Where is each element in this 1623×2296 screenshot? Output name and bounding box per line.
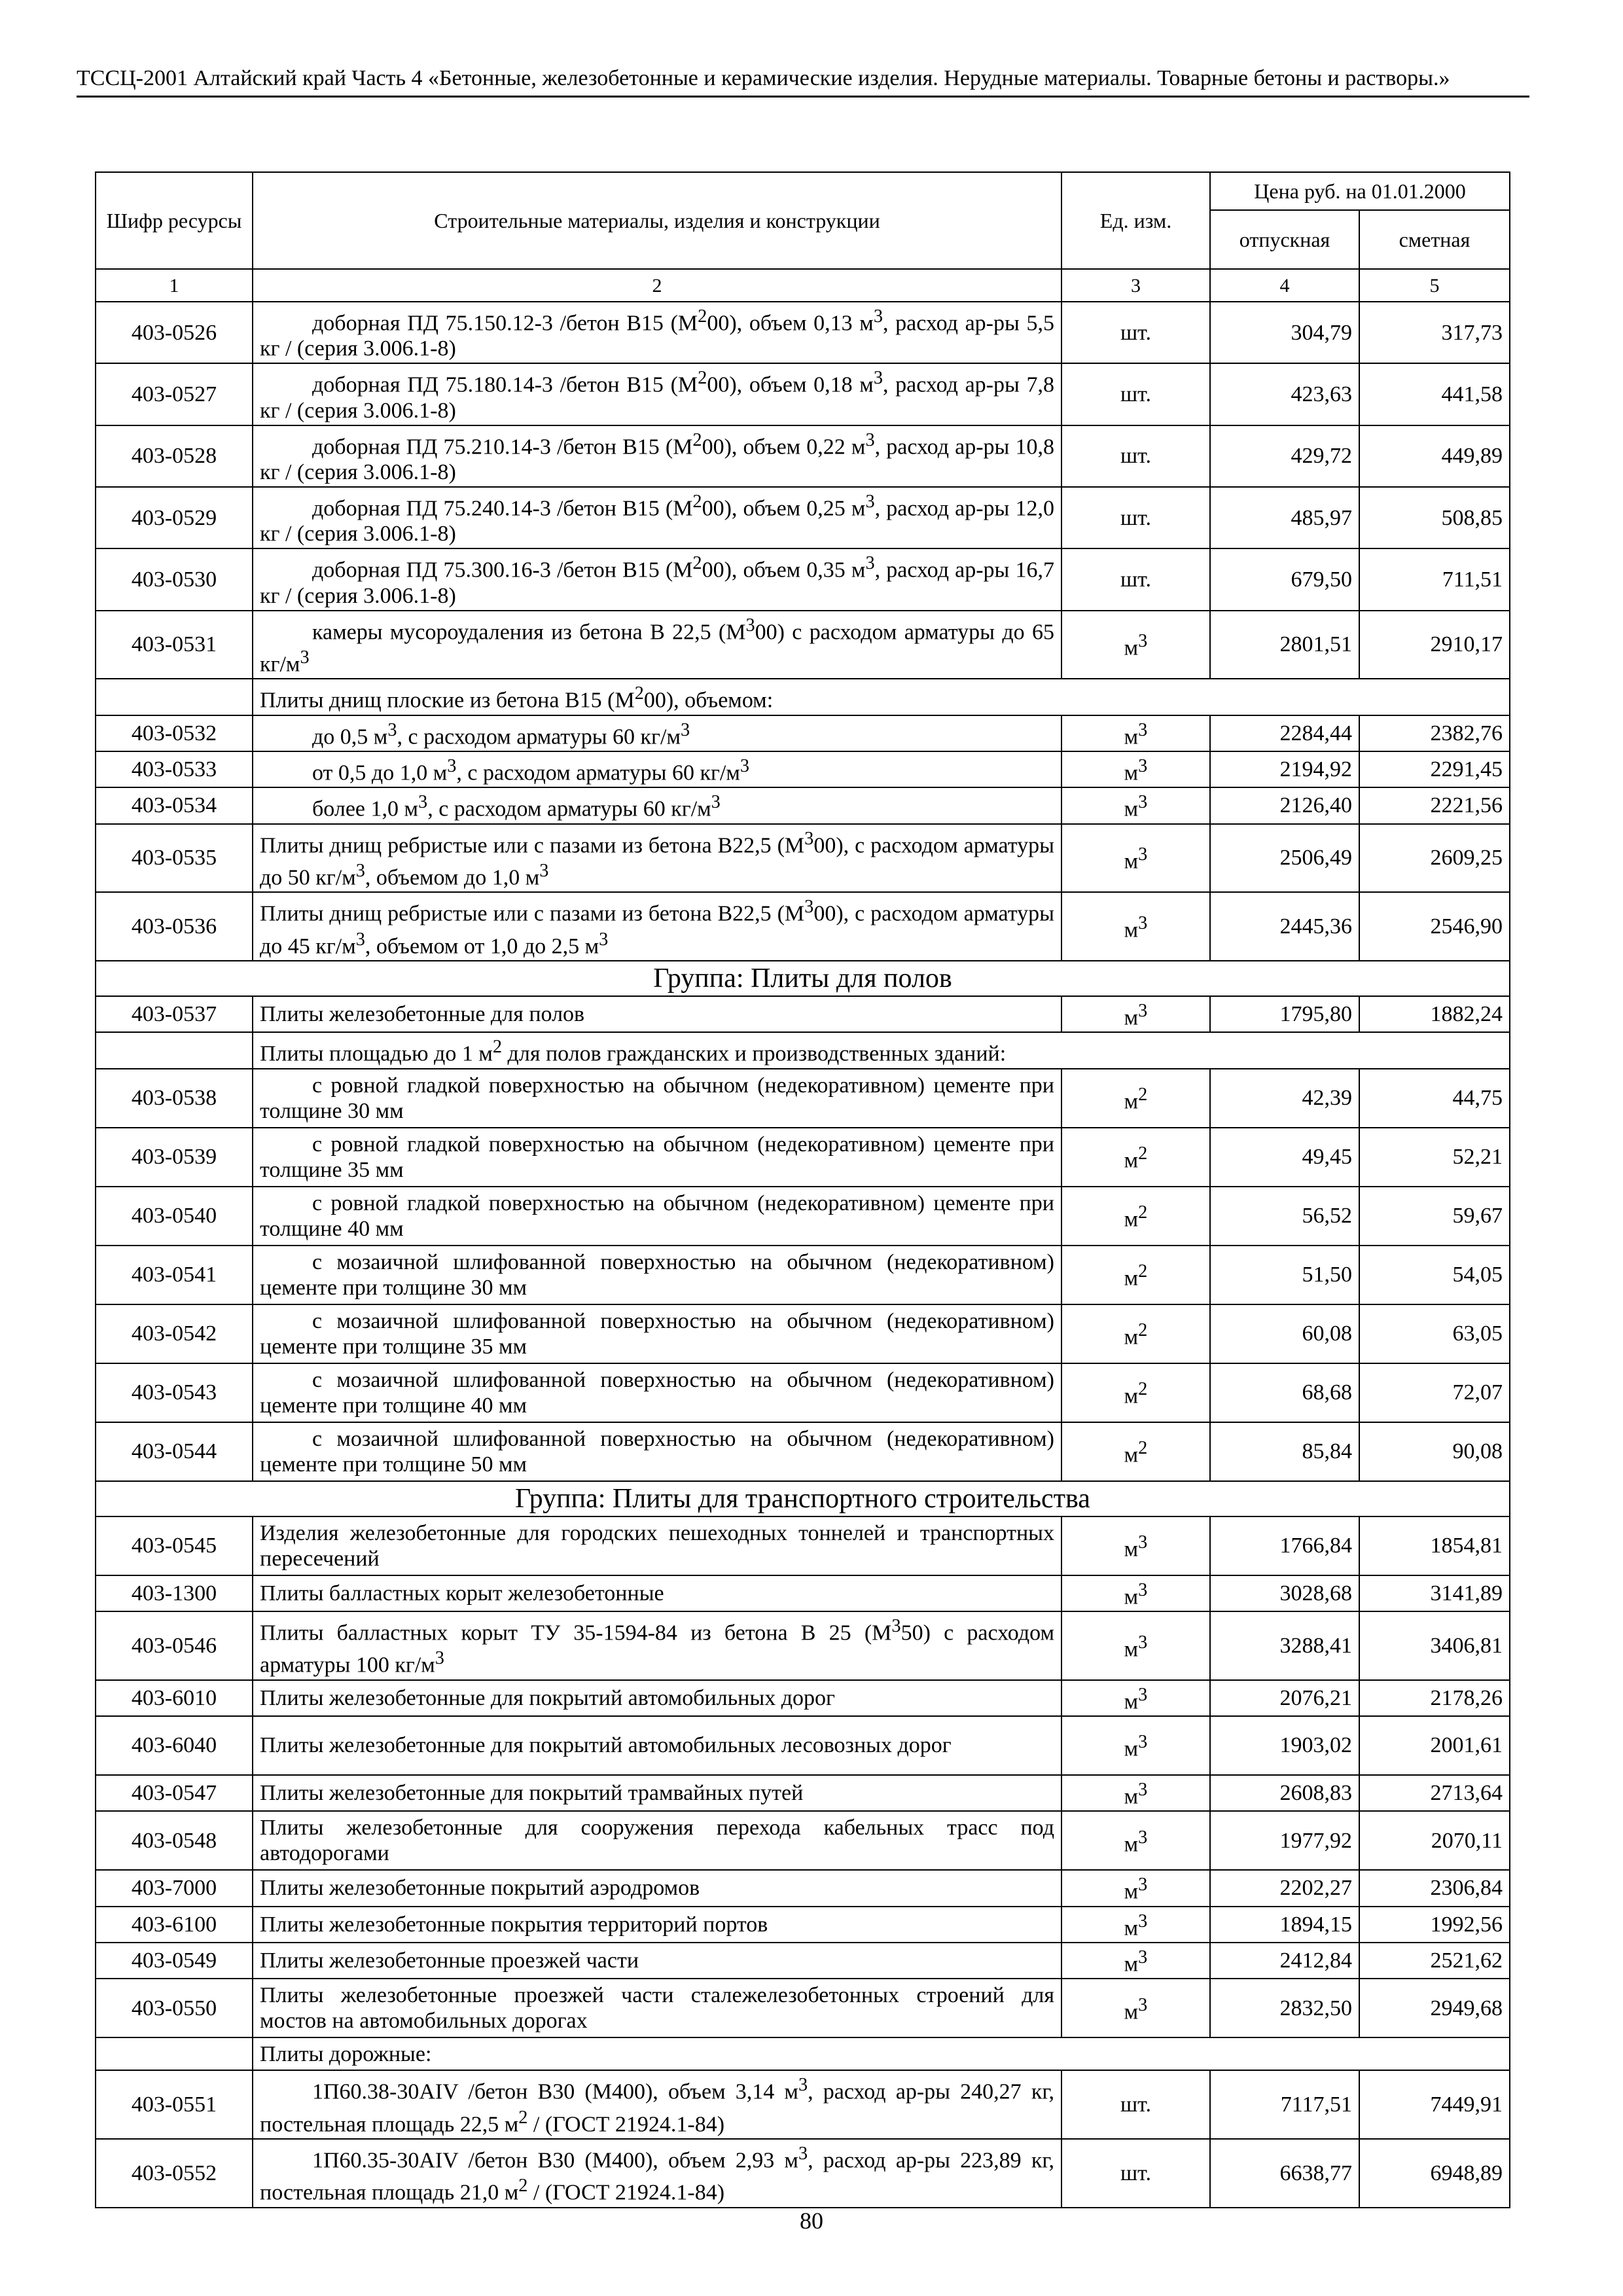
resource-code: 403-0550 [96, 1979, 253, 2037]
unit-cell: шт. [1061, 363, 1210, 425]
subheading-text: Плиты дорожные: [253, 2037, 1510, 2070]
resource-code: 403-0528 [96, 425, 253, 487]
estimate-price: 2713,64 [1359, 1775, 1510, 1811]
material-description: доборная ПД 75.150.12-3 /бетон В15 $(М^200)$, объем 0,13 $м^3$, расход ар-ры 5,5 кг / (серия 3.006.1-8) [253, 302, 1061, 363]
subheading-text: Плиты днищ плоские из бетона В15 $(М^200)$, объемом: [253, 679, 1510, 715]
resource-code: 403-0551 [96, 2070, 253, 2139]
document-header: ТССЦ-2001 Алтайский край Часть 4 «Бетонные, железобетонные и керамические изделия. Нерудные материалы. Товарные бетоны и растворы.» [77, 65, 1529, 98]
table-row [96, 1246, 1510, 1304]
resource-code: 403-0539 [96, 1128, 253, 1187]
release-price: 304,79 [1210, 302, 1359, 363]
release-price: 485,97 [1210, 487, 1359, 548]
release-price: 2202,27 [1210, 1870, 1359, 1906]
material-description: Плиты железобетонные покрытия территорий портов [253, 1907, 1061, 1943]
release-price: 49,45 [1210, 1128, 1359, 1187]
resource-code: 403-0541 [96, 1246, 253, 1304]
table-row [96, 892, 1510, 961]
subheading-text: Плиты площадью до 1 $м^2$ для полов гражданских и производственных зданий: [253, 1032, 1510, 1068]
release-price: 68,68 [1210, 1363, 1359, 1422]
material-description: Плиты железобетонные для сооружения перехода кабельных трасс под автодорогами [253, 1811, 1061, 1870]
material-description: доборная ПД 75.210.14-3 /бетон В15 $(М^200)$, объем 0,22 $м^3$, расход ар-ры 10,8 кг / (серия 3.006.1-8) [253, 425, 1061, 487]
unit-cell: $м^2$ [1061, 1128, 1210, 1187]
resource-code: 403-6010 [96, 1680, 253, 1716]
release-price: 60,08 [1210, 1304, 1359, 1363]
table-row [96, 2070, 1510, 2139]
material-description: доборная ПД 75.300.16-3 /бетон В15 $(М^200)$, объем 0,35 $м^3$, расход ар-ры 16,7 кг / (серия 3.006.1-8) [253, 548, 1061, 610]
col-header-name: Строительные материалы, изделия и конструкции [253, 172, 1061, 269]
table-row [96, 1716, 1510, 1775]
estimate-price: 59,67 [1359, 1187, 1510, 1246]
unit-cell: $м^3$ [1061, 611, 1210, 679]
estimate-price: 1882,24 [1359, 996, 1510, 1032]
estimate-price: 52,21 [1359, 1128, 1510, 1187]
col-number: 4 [1210, 269, 1359, 302]
release-price: 1977,92 [1210, 1811, 1359, 1870]
material-description: более 1,0 $м^3$, с расходом арматуры 60 $кг/м^3$ [253, 787, 1061, 823]
release-price: 3028,68 [1210, 1575, 1359, 1611]
unit-cell: $м^2$ [1061, 1363, 1210, 1422]
col-header-unit: Ед. изм. [1061, 172, 1210, 269]
empty-cell [96, 2037, 253, 2070]
resource-code: 403-0548 [96, 1811, 253, 1870]
resource-code: 403-0534 [96, 787, 253, 823]
resource-code: 403-0544 [96, 1422, 253, 1481]
estimate-price: 2609,25 [1359, 824, 1510, 893]
col-number: 1 [96, 269, 253, 302]
release-price: 2412,84 [1210, 1943, 1359, 1979]
resource-code: 403-0543 [96, 1363, 253, 1422]
table-row [96, 1811, 1510, 1870]
resource-code: 403-0542 [96, 1304, 253, 1363]
table-row [96, 1907, 1510, 1943]
table-row [96, 363, 1510, 425]
material-description: Плиты железобетонные для покрытий автомобильных лесовозных дорог [253, 1716, 1061, 1775]
table-row [96, 425, 1510, 487]
material-description: Плиты балластных корыт железобетонные [253, 1575, 1061, 1611]
table-row [96, 1979, 1510, 2037]
material-description: с ровной гладкой поверхностью на обычном (недекоративном) цементе при толщине 30 мм [253, 1069, 1061, 1128]
resource-code: 403-0532 [96, 715, 253, 751]
resource-code: 403-0529 [96, 487, 253, 548]
unit-cell: $м^2$ [1061, 1246, 1210, 1304]
group-row [96, 1481, 1510, 1516]
resource-code: 403-0535 [96, 824, 253, 893]
release-price: 679,50 [1210, 548, 1359, 610]
resource-code: 403-0537 [96, 996, 253, 1032]
material-description: с ровной гладкой поверхностью на обычном (недекоративном) цементе при толщине 35 мм [253, 1128, 1061, 1187]
unit-cell: $м^3$ [1061, 1611, 1210, 1680]
material-description: Плиты железобетонные покрытий аэродромов [253, 1870, 1061, 1906]
unit-cell: шт. [1061, 302, 1210, 363]
estimate-price: 2291,45 [1359, 751, 1510, 787]
estimate-price: 90,08 [1359, 1422, 1510, 1481]
unit-cell: $м^3$ [1061, 1575, 1210, 1611]
resource-code: 403-0549 [96, 1943, 253, 1979]
resource-code: 403-0546 [96, 1611, 253, 1680]
unit-cell: $м^3$ [1061, 1680, 1210, 1716]
unit-cell: $м^3$ [1061, 1516, 1210, 1575]
table-row [96, 1611, 1510, 1680]
estimate-price: 711,51 [1359, 548, 1510, 610]
resource-code: 403-0527 [96, 363, 253, 425]
unit-cell: $м^3$ [1061, 996, 1210, 1032]
table-row [96, 1680, 1510, 1716]
material-description: Плиты днищ ребристые или с пазами из бетона В22,5 $(М^300)$, с расходом арматуры до 45 $кг/м^3$, объемом от 1,0 до 2,5 $м^3$ [253, 892, 1061, 961]
release-price: 6638,77 [1210, 2139, 1359, 2208]
resource-code: 403-0533 [96, 751, 253, 787]
resource-code: 403-0526 [96, 302, 253, 363]
empty-cell [96, 1032, 253, 1068]
material-description: Плиты железобетонные для покрытий трамвайных путей [253, 1775, 1061, 1811]
material-description: с ровной гладкой поверхностью на обычном (недекоративном) цементе при толщине 40 мм [253, 1187, 1061, 1246]
estimate-price: 441,58 [1359, 363, 1510, 425]
unit-cell: $м^3$ [1061, 1870, 1210, 1906]
material-description: Плиты железобетонные для полов [253, 996, 1061, 1032]
table-row [96, 824, 1510, 893]
release-price: 2506,49 [1210, 824, 1359, 893]
table-row [96, 548, 1510, 610]
material-description: с мозаичной шлифованной поверхностью на обычном (недекоративном) цементе при толщине 40 мм [253, 1363, 1061, 1422]
unit-cell: шт. [1061, 2070, 1210, 2139]
col-header-estimate: сметная [1359, 210, 1510, 269]
table-row [96, 1575, 1510, 1611]
release-price: 51,50 [1210, 1246, 1359, 1304]
unit-cell: $м^3$ [1061, 1979, 1210, 2037]
unit-cell: $м^3$ [1061, 892, 1210, 961]
col-number: 3 [1061, 269, 1210, 302]
release-price: 3288,41 [1210, 1611, 1359, 1680]
estimate-price: 1854,81 [1359, 1516, 1510, 1575]
unit-cell: шт. [1061, 487, 1210, 548]
unit-cell: $м^2$ [1061, 1069, 1210, 1128]
release-price: 2194,92 [1210, 751, 1359, 787]
table-row [96, 1304, 1510, 1363]
estimate-price: 508,85 [1359, 487, 1510, 548]
estimate-price: 3141,89 [1359, 1575, 1510, 1611]
table-row [96, 1943, 1510, 1979]
material-description: Плиты железобетонные проезжей части [253, 1943, 1061, 1979]
unit-cell: $м^3$ [1061, 1811, 1210, 1870]
table-row [96, 1128, 1510, 1187]
resource-code: 403-0540 [96, 1187, 253, 1246]
resource-code: 403-0547 [96, 1775, 253, 1811]
estimate-price: 2070,11 [1359, 1811, 1510, 1870]
unit-cell: шт. [1061, 2139, 1210, 2208]
release-price: 56,52 [1210, 1187, 1359, 1246]
unit-cell: $м^3$ [1061, 1716, 1210, 1775]
table-row [96, 487, 1510, 548]
table-row [96, 1422, 1510, 1481]
resource-code: 403-0538 [96, 1069, 253, 1128]
table-row [96, 996, 1510, 1032]
release-price: 7117,51 [1210, 2070, 1359, 2139]
release-price: 2445,36 [1210, 892, 1359, 961]
resource-code: 403-0536 [96, 892, 253, 961]
release-price: 1795,80 [1210, 996, 1359, 1032]
estimate-price: 7449,91 [1359, 2070, 1510, 2139]
material-description: Плиты балластных корыт ТУ 35-1594-84 из бетона В 25 $(М^350)$ с расходом арматуры 100 $кг/м^3$ [253, 1611, 1061, 1680]
material-description: до 0,5 $м^3$, с расходом арматуры 60 $кг/м^3$ [253, 715, 1061, 751]
material-description: Плиты железобетонные проезжей части сталежелезобетонных строений для мостов на автомобильных дорогах [253, 1979, 1061, 2037]
material-description: с мозаичной шлифованной поверхностью на обычном (недекоративном) цементе при толщине 50 мм [253, 1422, 1061, 1481]
price-table [95, 171, 1510, 2208]
table-row [96, 1870, 1510, 1906]
release-price: 2076,21 [1210, 1680, 1359, 1716]
estimate-price: 63,05 [1359, 1304, 1510, 1363]
estimate-price: 3406,81 [1359, 1611, 1510, 1680]
unit-cell: $м^3$ [1061, 787, 1210, 823]
unit-cell: $м^3$ [1061, 1775, 1210, 1811]
estimate-price: 54,05 [1359, 1246, 1510, 1304]
empty-cell [96, 679, 253, 715]
col-header-price: Цена руб. на 01.01.2000 [1210, 172, 1510, 210]
table-row [96, 751, 1510, 787]
release-price: 423,63 [1210, 363, 1359, 425]
unit-cell: $м^3$ [1061, 824, 1210, 893]
estimate-price: 1992,56 [1359, 1907, 1510, 1943]
table-row [96, 302, 1510, 363]
estimate-price: 2546,90 [1359, 892, 1510, 961]
estimate-price: 2382,76 [1359, 715, 1510, 751]
col-header-release: отпускная [1210, 210, 1359, 269]
material-description: от 0,5 до 1,0 $м^3$, с расходом арматуры 60 $кг/м^3$ [253, 751, 1061, 787]
estimate-price: 317,73 [1359, 302, 1510, 363]
unit-cell: $м^3$ [1061, 751, 1210, 787]
release-price: 1766,84 [1210, 1516, 1359, 1575]
col-number: 2 [253, 269, 1061, 302]
table-row [96, 1775, 1510, 1811]
estimate-price: 2949,68 [1359, 1979, 1510, 2037]
estimate-price: 2306,84 [1359, 1870, 1510, 1906]
material-description: 1П60.35-30АIV /бетон В30 (М400), объем 2,93 $м^3$, расход ар-ры 223,89 кг, постельная площадь 21,0 $м^2$ / (ГОСТ 21924.1-84) [253, 2139, 1061, 2208]
estimate-price: 2521,62 [1359, 1943, 1510, 1979]
estimate-price: 449,89 [1359, 425, 1510, 487]
unit-cell: $м^3$ [1061, 1907, 1210, 1943]
release-price: 2284,44 [1210, 715, 1359, 751]
estimate-price: 2001,61 [1359, 1716, 1510, 1775]
material-description: с мозаичной шлифованной поверхностью на обычном (недекоративном) цементе при толщине 35 мм [253, 1304, 1061, 1363]
estimate-price: 2910,17 [1359, 611, 1510, 679]
subheading-row [96, 1032, 1510, 1068]
table-row [96, 787, 1510, 823]
group-title: Группа: Плиты для полов [96, 961, 1510, 996]
release-price: 429,72 [1210, 425, 1359, 487]
resource-code: 403-6040 [96, 1716, 253, 1775]
subheading-row [96, 679, 1510, 715]
estimate-price: 6948,89 [1359, 2139, 1510, 2208]
table-row [96, 611, 1510, 679]
page-number: 80 [800, 2208, 823, 2234]
resource-code: 403-6100 [96, 1907, 253, 1943]
estimate-price: 2221,56 [1359, 787, 1510, 823]
unit-cell: $м^2$ [1061, 1304, 1210, 1363]
release-price: 85,84 [1210, 1422, 1359, 1481]
resource-code: 403-0552 [96, 2139, 253, 2208]
material-description: Плиты днищ ребристые или с пазами из бетона В22,5 $(М^300)$, с расходом арматуры до 50 $кг/м^3$, объемом до 1,0 $м^3$ [253, 824, 1061, 893]
subheading-row [96, 2037, 1510, 2070]
estimate-price: 2178,26 [1359, 1680, 1510, 1716]
release-price: 1903,02 [1210, 1716, 1359, 1775]
release-price: 2832,50 [1210, 1979, 1359, 2037]
material-description: Плиты железобетонные для покрытий автомобильных дорог [253, 1680, 1061, 1716]
release-price: 42,39 [1210, 1069, 1359, 1128]
material-description: 1П60.38-30АIV /бетон В30 (М400), объем 3,14 $м^3$, расход ар-ры 240,27 кг, постельная площадь 22,5 $м^2$ / (ГОСТ 21924.1-84) [253, 2070, 1061, 2139]
resource-code: 403-0531 [96, 611, 253, 679]
unit-cell: $м^2$ [1061, 1422, 1210, 1481]
table-row [96, 1187, 1510, 1246]
table-row [96, 715, 1510, 751]
material-description: Изделия железобетонные для городских пешеходных тоннелей и транспортных пересечений [253, 1516, 1061, 1575]
table-row [96, 2139, 1510, 2208]
resource-code: 403-0545 [96, 1516, 253, 1575]
group-row [96, 961, 1510, 996]
material-description: доборная ПД 75.180.14-3 /бетон В15 $(М^200)$, объем 0,18 $м^3$, расход ар-ры 7,8 кг / (серия 3.006.1-8) [253, 363, 1061, 425]
release-price: 1894,15 [1210, 1907, 1359, 1943]
material-description: доборная ПД 75.240.14-3 /бетон В15 $(М^200)$, объем 0,25 $м^3$, расход ар-ры 12,0 кг / (серия 3.006.1-8) [253, 487, 1061, 548]
table-row [96, 1516, 1510, 1575]
resource-code: 403-1300 [96, 1575, 253, 1611]
material-description: камеры мусороудаления из бетона В 22,5 $(М^300)$ с расходом арматуры до 65 $кг/м^3$ [253, 611, 1061, 679]
unit-cell: $м^3$ [1061, 1943, 1210, 1979]
resource-code: 403-7000 [96, 1870, 253, 1906]
table-row [96, 1069, 1510, 1128]
estimate-price: 44,75 [1359, 1069, 1510, 1128]
table-row [96, 1363, 1510, 1422]
group-title: Группа: Плиты для транспортного строительства [96, 1481, 1510, 1516]
unit-cell: шт. [1061, 548, 1210, 610]
unit-cell: $м^3$ [1061, 715, 1210, 751]
col-header-code: Шифр ресурсы [96, 172, 253, 269]
col-number: 5 [1359, 269, 1510, 302]
release-price: 2126,40 [1210, 787, 1359, 823]
table-body [96, 302, 1510, 2208]
unit-cell: шт. [1061, 425, 1210, 487]
material-description: с мозаичной шлифованной поверхностью на обычном (недекоративном) цементе при толщине 30 мм [253, 1246, 1061, 1304]
unit-cell: $м^2$ [1061, 1187, 1210, 1246]
resource-code: 403-0530 [96, 548, 253, 610]
release-price: 2608,83 [1210, 1775, 1359, 1811]
release-price: 2801,51 [1210, 611, 1359, 679]
estimate-price: 72,07 [1359, 1363, 1510, 1422]
